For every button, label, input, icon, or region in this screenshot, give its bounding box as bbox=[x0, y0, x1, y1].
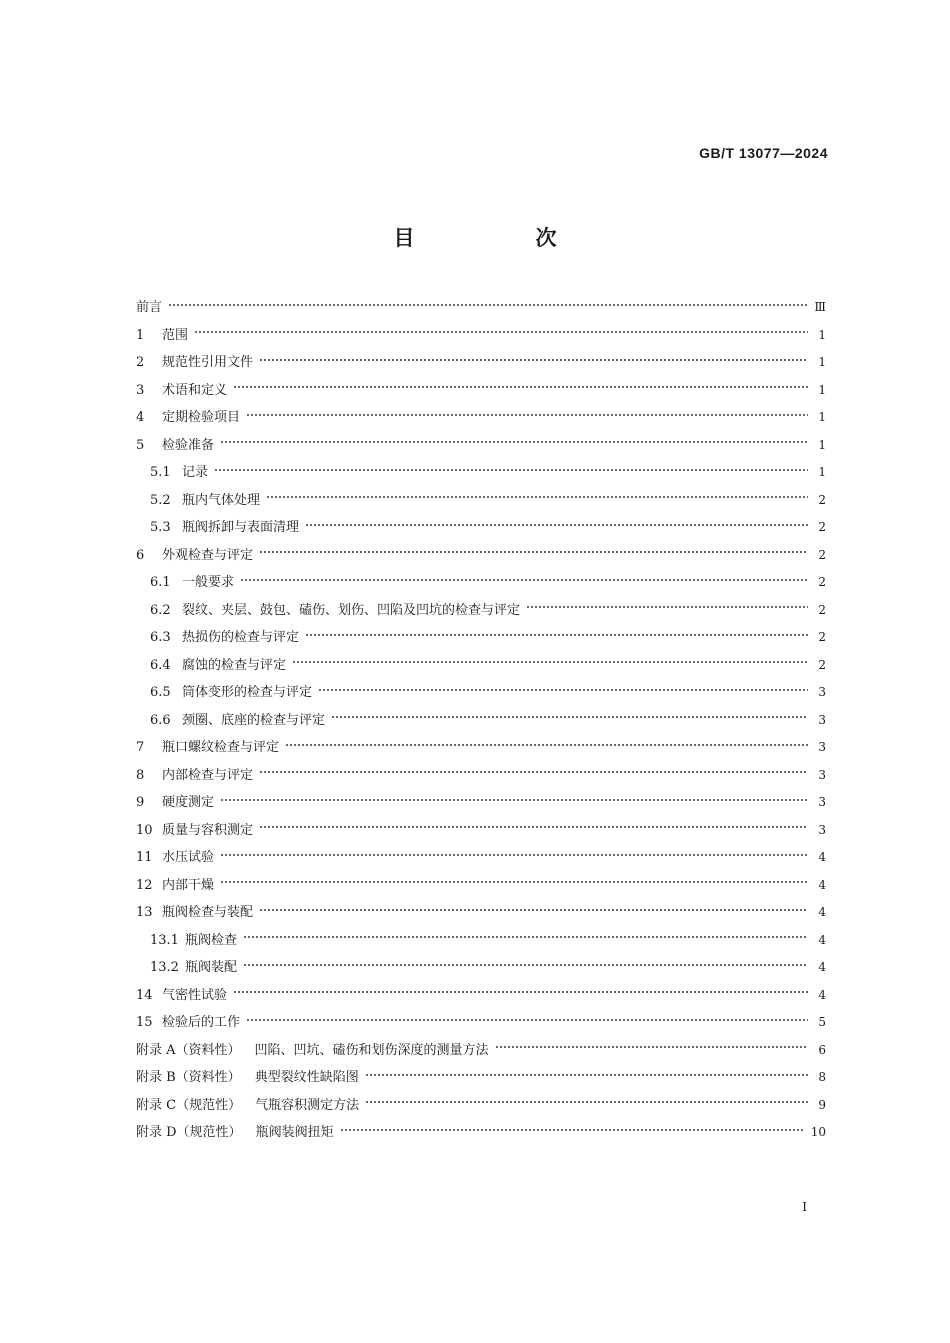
toc-entry-page: 4 bbox=[818, 987, 826, 1002]
toc-dot-leader bbox=[214, 469, 808, 471]
toc-entry[interactable] bbox=[136, 322, 826, 350]
toc-dot-leader bbox=[243, 964, 808, 966]
toc-entry-number: 14 bbox=[136, 987, 153, 1003]
toc-entry-page: Ⅲ bbox=[814, 300, 826, 314]
toc-dot-leader bbox=[194, 331, 808, 333]
toc-entry-page: 4 bbox=[818, 850, 826, 864]
toc-entry-title: 水压试验 bbox=[162, 850, 215, 865]
toc-dot-leader bbox=[233, 386, 808, 388]
toc-entry-page: 2 bbox=[818, 520, 826, 534]
toc-dot-leader bbox=[259, 551, 808, 553]
toc-entry-title: 检验准备 bbox=[162, 437, 215, 453]
toc-dot-leader bbox=[246, 1019, 808, 1021]
toc-entry-page: 3 bbox=[818, 685, 826, 699]
toc-entry[interactable] bbox=[136, 514, 826, 542]
toc-entry-title: 气瓶容积测定方法 bbox=[255, 1097, 360, 1113]
toc-entry-title: 术语和定义 bbox=[162, 382, 228, 398]
toc-dot-leader bbox=[246, 414, 808, 416]
toc-entry[interactable] bbox=[136, 927, 826, 955]
toc-entry-number: 15 bbox=[136, 1015, 153, 1030]
toc-entry-page: 3 bbox=[818, 822, 826, 837]
toc-entry[interactable] bbox=[136, 432, 826, 460]
toc-entry[interactable] bbox=[136, 597, 826, 625]
toc-entry-number: 12 bbox=[136, 877, 153, 893]
toc-entry-page: 4 bbox=[818, 932, 826, 947]
toc-entry[interactable] bbox=[136, 1092, 826, 1120]
toc-dot-leader bbox=[340, 1129, 805, 1131]
toc-entry-page: 2 bbox=[818, 602, 826, 617]
toc-entry-title: 热损伤的检查与评定 bbox=[182, 630, 300, 645]
toc-entry-number: 6.5 bbox=[150, 685, 171, 700]
toc-entry-title: 瓶阀装配 bbox=[184, 960, 237, 975]
standard-number: GB/T 13077—2024 bbox=[699, 145, 828, 161]
toc-title: 目 次 bbox=[393, 226, 607, 250]
toc-entry-page: 4 bbox=[818, 877, 826, 892]
toc-entry[interactable] bbox=[136, 1064, 826, 1092]
toc-entry[interactable] bbox=[136, 349, 826, 377]
toc-entry-title: 裂纹、夹层、鼓包、磕伤、划伤、凹陷及凹坑的检查与评定 bbox=[182, 602, 521, 618]
toc-entry-page: 2 bbox=[818, 575, 826, 589]
toc-entry-page: 3 bbox=[818, 740, 826, 754]
toc-entry-title: 定期检验项目 bbox=[162, 410, 241, 425]
toc-entry[interactable] bbox=[136, 652, 826, 680]
toc-entry-number: 附录 D（规范性） bbox=[136, 1125, 242, 1140]
toc-dot-leader bbox=[495, 1046, 808, 1048]
toc-entry[interactable] bbox=[136, 872, 826, 900]
toc-entry-number: 9 bbox=[136, 795, 145, 810]
toc-entry-title: 瓶阀检查与装配 bbox=[162, 905, 254, 920]
toc-dot-leader bbox=[233, 991, 808, 993]
toc-entry-page: 1 bbox=[818, 465, 826, 479]
toc-entry-page: 10 bbox=[810, 1125, 826, 1139]
toc-entry-title: 规范性引用文件 bbox=[162, 355, 254, 370]
table-of-contents bbox=[136, 294, 826, 1147]
toc-dot-leader bbox=[259, 826, 808, 828]
toc-entry-number: 5 bbox=[136, 437, 145, 453]
toc-entry-page: 2 bbox=[818, 547, 826, 562]
toc-entry-page: 3 bbox=[818, 795, 826, 809]
toc-entry[interactable] bbox=[136, 1009, 826, 1037]
toc-entry-title: 质量与容积测定 bbox=[162, 822, 254, 838]
toc-entry-page: 1 bbox=[818, 410, 826, 424]
toc-entry-number: 10 bbox=[136, 822, 153, 838]
toc-entry[interactable] bbox=[136, 899, 826, 927]
toc-entry-title: 筒体变形的检查与评定 bbox=[182, 685, 313, 700]
toc-entry[interactable] bbox=[136, 1037, 826, 1065]
toc-entry[interactable] bbox=[136, 707, 826, 735]
toc-dot-leader bbox=[285, 744, 808, 746]
toc-entry[interactable] bbox=[136, 817, 826, 845]
toc-dot-leader bbox=[259, 771, 808, 773]
toc-entry-page: 1 bbox=[818, 355, 826, 369]
toc-entry-number: 1 bbox=[136, 327, 145, 343]
toc-entry-number: 6.2 bbox=[150, 602, 171, 618]
toc-entry[interactable] bbox=[136, 624, 826, 652]
toc-entry-title: 腐蚀的检查与评定 bbox=[182, 657, 287, 673]
toc-entry-title: 瓶阀拆卸与表面清理 bbox=[182, 520, 300, 535]
toc-dot-leader bbox=[318, 689, 808, 691]
toc-entry-title: 瓶阀检查 bbox=[184, 932, 237, 948]
toc-entry-number: 3 bbox=[136, 382, 145, 398]
toc-entry-number: 6.6 bbox=[150, 712, 171, 728]
toc-entry-page: 8 bbox=[818, 1070, 826, 1084]
toc-entry-title: 前言 bbox=[136, 300, 163, 315]
toc-entry-page: 2 bbox=[818, 630, 826, 644]
toc-entry-title: 内部干燥 bbox=[162, 877, 215, 893]
toc-entry-number: 13.1 bbox=[150, 932, 179, 948]
toc-dot-leader bbox=[259, 909, 808, 911]
toc-dot-leader bbox=[331, 716, 808, 718]
toc-entry[interactable] bbox=[136, 762, 826, 790]
toc-dot-leader bbox=[365, 1074, 808, 1076]
toc-dot-leader bbox=[220, 799, 808, 801]
toc-entry-page: 1 bbox=[818, 437, 826, 452]
toc-entry[interactable] bbox=[136, 1119, 826, 1147]
toc-entry-number: 8 bbox=[136, 767, 145, 783]
toc-entry-title: 外观检查与评定 bbox=[162, 547, 254, 563]
toc-entry-title: 瓶口螺纹检查与评定 bbox=[162, 740, 280, 755]
toc-entry-page: 4 bbox=[818, 960, 826, 974]
toc-dot-leader bbox=[305, 634, 808, 636]
toc-dot-leader bbox=[240, 579, 808, 581]
toc-entry-number: 2 bbox=[136, 355, 145, 370]
toc-entry-number: 6.3 bbox=[150, 630, 171, 645]
toc-entry-number: 5.1 bbox=[150, 465, 171, 480]
toc-dot-leader bbox=[220, 441, 808, 443]
toc-entry-title: 气密性试验 bbox=[162, 987, 228, 1003]
toc-dot-leader bbox=[259, 359, 808, 361]
toc-entry-title: 一般要求 bbox=[182, 575, 235, 590]
toc-entry[interactable] bbox=[136, 459, 826, 487]
toc-entry-title: 检验后的工作 bbox=[162, 1015, 241, 1030]
toc-entry-number: 6.1 bbox=[150, 575, 171, 590]
toc-entry-title: 记录 bbox=[182, 465, 209, 480]
toc-entry-page: 2 bbox=[818, 657, 826, 672]
toc-entry-number: 7 bbox=[136, 740, 145, 755]
toc-entry-page: 1 bbox=[818, 382, 826, 397]
toc-entry-title: 瓶阀装阀扭矩 bbox=[255, 1125, 334, 1140]
toc-entry[interactable] bbox=[136, 982, 826, 1010]
toc-entry-number: 11 bbox=[136, 850, 153, 865]
toc-entry-number: 6.4 bbox=[150, 657, 171, 673]
toc-entry-number: 6 bbox=[136, 547, 145, 563]
toc-entry-title: 典型裂纹性缺陷图 bbox=[254, 1070, 359, 1085]
toc-entry-number: 5.3 bbox=[150, 520, 171, 535]
toc-entry-title: 硬度测定 bbox=[162, 795, 215, 810]
toc-dot-leader bbox=[220, 854, 808, 856]
toc-entry-number: 13.2 bbox=[150, 960, 179, 975]
toc-entry[interactable] bbox=[136, 542, 826, 570]
toc-entry-page: 1 bbox=[818, 327, 826, 342]
toc-entry-title: 范围 bbox=[162, 327, 189, 343]
toc-entry-number: 附录 A（资料性） bbox=[136, 1042, 241, 1058]
toc-entry-page: 4 bbox=[818, 905, 826, 919]
toc-entry[interactable] bbox=[136, 679, 826, 707]
toc-entry-title: 内部检查与评定 bbox=[162, 767, 254, 783]
toc-entry-page: 9 bbox=[818, 1097, 826, 1112]
toc-entry-number: 附录 C（规范性） bbox=[136, 1097, 242, 1113]
toc-entry[interactable] bbox=[136, 954, 826, 982]
toc-dot-leader bbox=[292, 661, 808, 663]
toc-entry-title: 颈圈、底座的检查与评定 bbox=[182, 712, 326, 728]
toc-entry-page: 6 bbox=[818, 1042, 826, 1057]
toc-entry[interactable] bbox=[136, 487, 826, 515]
toc-entry-page: 3 bbox=[818, 712, 826, 727]
toc-dot-leader bbox=[365, 1101, 808, 1103]
toc-dot-leader bbox=[220, 881, 808, 883]
toc-entry[interactable] bbox=[136, 377, 826, 405]
page-number: I bbox=[802, 1200, 807, 1214]
toc-entry[interactable] bbox=[136, 569, 826, 597]
toc-entry[interactable] bbox=[136, 404, 826, 432]
toc-entry-number: 13 bbox=[136, 905, 153, 920]
toc-dot-leader bbox=[243, 936, 808, 938]
toc-dot-leader bbox=[266, 496, 808, 498]
toc-entry[interactable] bbox=[136, 734, 826, 762]
toc-entry-page: 3 bbox=[818, 767, 826, 782]
toc-entry-title: 瓶内气体处理 bbox=[182, 492, 261, 508]
toc-dot-leader bbox=[305, 524, 808, 526]
toc-entry-number: 5.2 bbox=[150, 492, 171, 508]
toc-entry[interactable] bbox=[136, 844, 826, 872]
toc-entry-page: 2 bbox=[818, 492, 826, 507]
toc-entry-number: 4 bbox=[136, 410, 145, 425]
toc-dot-leader bbox=[526, 606, 808, 608]
toc-entry[interactable] bbox=[136, 294, 826, 322]
toc-entry[interactable] bbox=[136, 789, 826, 817]
toc-entry-page: 5 bbox=[818, 1015, 826, 1029]
toc-entry-number: 附录 B（资料性） bbox=[136, 1070, 241, 1085]
toc-entry-title: 凹陷、凹坑、磕伤和划伤深度的测量方法 bbox=[254, 1042, 489, 1058]
toc-dot-leader bbox=[168, 304, 808, 306]
